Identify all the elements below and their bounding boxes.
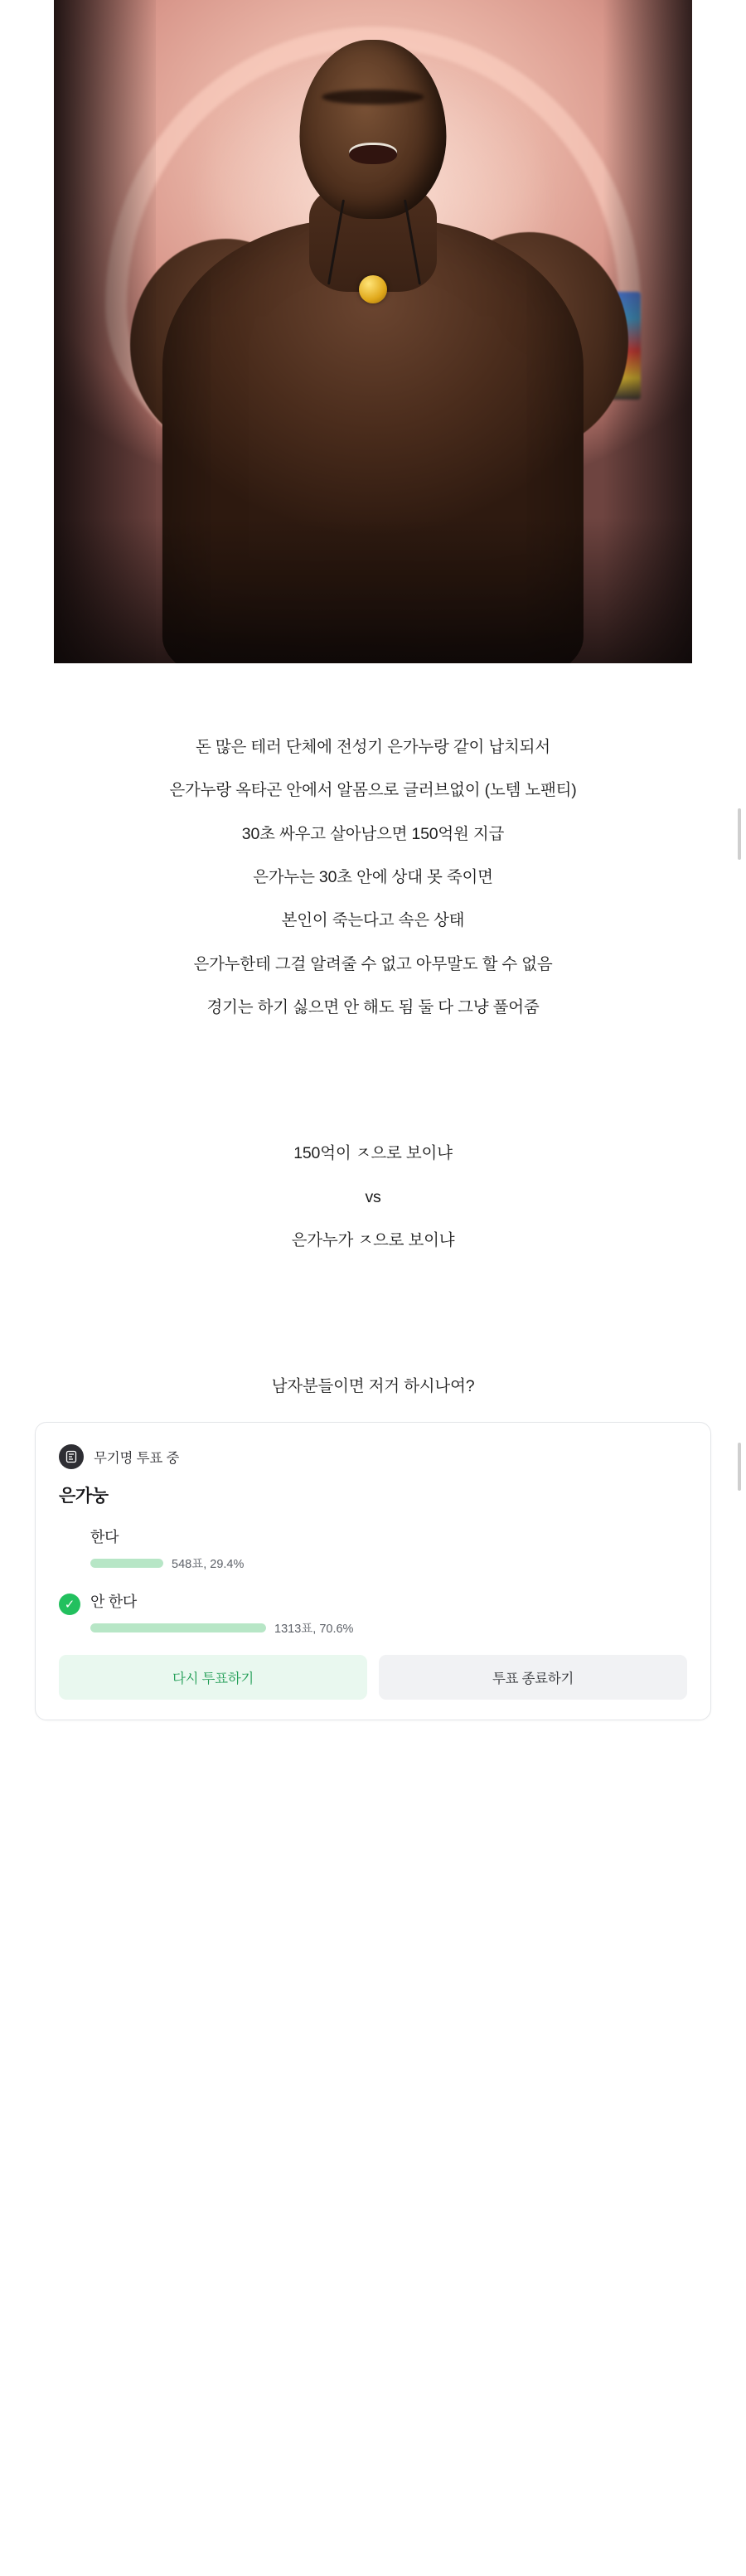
- post-line-4: 은가누는 30초 안에 상대 못 죽이면: [253, 867, 493, 886]
- scrollbar-thumb-lower[interactable]: [738, 1443, 741, 1491]
- hero-image-container: [0, 0, 746, 663]
- poll-header: [59, 1444, 687, 1469]
- post-line-1: 돈 많은 테러 단체에 전성기 은가누랑 같이 납치되서: [196, 738, 550, 756]
- photo-vignette-bottom: [54, 517, 692, 663]
- scrollbar-thumb-upper[interactable]: [738, 808, 741, 860]
- option-unselected-indicator[interactable]: [59, 1529, 80, 1550]
- option-bar-track: [90, 1623, 266, 1632]
- poll-option-row[interactable]: [59, 1590, 687, 1637]
- post-line-3: 30초 싸우고 살아남으면 150억원 지급: [241, 824, 505, 843]
- post-line-6: 은가누한테 그걸 알려줄 수 없고 아무말도 할 수 없음: [193, 954, 553, 973]
- option-label: 안 한다: [90, 1594, 137, 1611]
- mouth: [349, 143, 397, 164]
- option-vote-count: 1313표, 70.6%: [274, 1623, 354, 1637]
- post-line-5: 본인이 죽는다고 속은 상태: [281, 911, 465, 930]
- choice-b-text: 은가누가 ㅈ으로 보이냐: [291, 1230, 455, 1249]
- fighter-photo: [54, 0, 692, 663]
- head: [299, 40, 446, 219]
- versus-text: vs: [365, 1187, 381, 1206]
- option-bar-fill: [90, 1623, 266, 1632]
- post-line-2: 은가누랑 옥타곤 안에서 알몸으로 글러브없이 (노템 노팬티): [169, 781, 577, 800]
- poll-icon: [59, 1444, 84, 1469]
- poll-section: [0, 1422, 746, 1720]
- option-result-row: [90, 1619, 687, 1637]
- post-text-body: [0, 663, 746, 1397]
- gold-pendant: [359, 275, 387, 303]
- poll-title: 은가눙: [59, 1487, 109, 1506]
- option-vote-count: 548표, 29.4%: [172, 1558, 245, 1572]
- choice-a-text: 150억이 ㅈ으로 보이냐: [293, 1144, 453, 1163]
- poll-option-row[interactable]: [59, 1526, 687, 1572]
- option-bar-track: [90, 1559, 163, 1568]
- end-poll-button[interactable]: 투표 종료하기: [379, 1655, 687, 1700]
- poll-options-list: [59, 1526, 687, 1637]
- poll-action-buttons: [59, 1655, 687, 1700]
- post-line-7: 경기는 하기 싫으면 안 해도 됨 둘 다 그냥 풀어줌: [206, 997, 540, 1016]
- revote-button[interactable]: 다시 투표하기: [59, 1655, 367, 1700]
- poll-card: [35, 1422, 711, 1720]
- poll-status-label: 무기명 투표 중: [94, 1451, 180, 1467]
- post-question: 남자분들이면 저거 하시나여?: [271, 1377, 475, 1396]
- option-label: 한다: [90, 1529, 119, 1546]
- option-content: [90, 1526, 687, 1572]
- option-bar-fill: [90, 1559, 163, 1568]
- option-selected-check-icon[interactable]: ✓: [59, 1594, 80, 1615]
- brow: [322, 90, 424, 104]
- option-result-row: [90, 1555, 687, 1572]
- option-content: [90, 1590, 687, 1637]
